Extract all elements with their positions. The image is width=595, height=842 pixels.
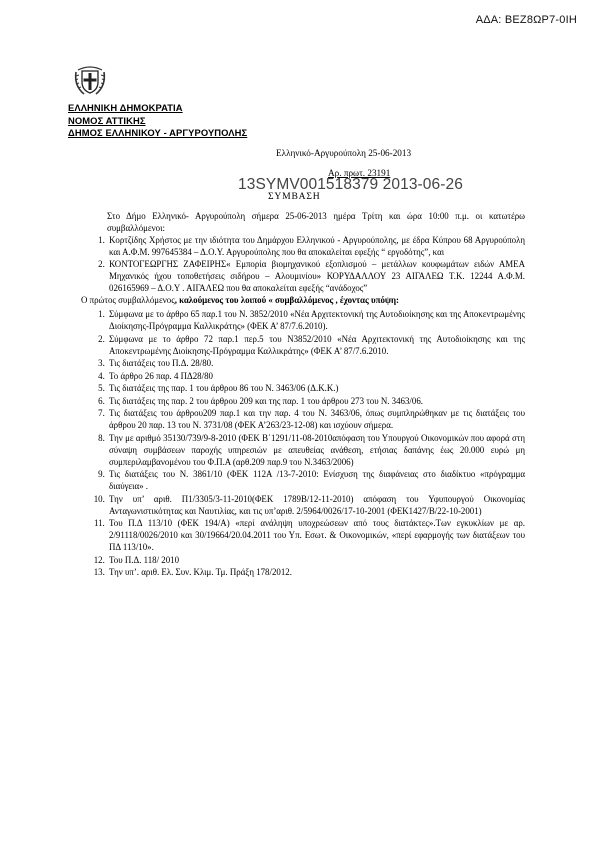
first-party-text: Ο πρώτος συμβαλλόμενος xyxy=(81,295,175,305)
parties-list xyxy=(81,234,525,294)
legal-basis-item: 12. Του Π.Δ. 118/ 2010 xyxy=(107,554,525,566)
legal-basis-item: 4. Το άρθρο 26 παρ. 4 ΠΔ28/80 xyxy=(107,370,525,382)
legal-basis-item: 5. Τις διατάξεις της παρ. 1 του άρθρου 86 του Ν. 3463/06 (Δ.Κ.Κ.) xyxy=(107,382,525,394)
legal-basis-item: 11. Του Π.Δ 113/10 (ΦΕΚ 194/Α) «περί ανάληψη υποχρεώσεων από τους διατάκτες».Των εγκυκλίων με αρ. 2/91118/0026/2010 και 30/19664/20.04.2011 του Υπ. Εσωτ. & Οικονομικών, «περί εφαρμογής των διατάξεων του ΠΔ 113/10». xyxy=(107,517,525,553)
header-line-municipality: ΔΗΜΟΣ ΕΛΛΗΝΙΚΟΥ - ΑΡΓΥΡΟΥΠΟΛΗΣ xyxy=(68,127,248,138)
protocol-number: Αρ. πρωτ. 23191 xyxy=(328,168,391,178)
legal-basis-item: 8. Την με αριθμό 35130/739/9-8-2010 (ΦΕΚ Β΄1291/11-08-2010απόφαση του Υπουργού Οικονομικών που αφορά στη σύναψη συμβάσεων παροχής υπηρεσιών με απευθείας ανάθεση, ετήσιας δαπάνης έως 20.000 ευρώ μη συμπεριλαμβανομένου του Φ.Π.Α (αρθ.209 παρ.9 του Ν.3463/2006) xyxy=(107,432,525,468)
legal-basis-item: 3. Τις διατάξεις του Π.Δ. 28/80. xyxy=(107,357,525,369)
legal-basis-item: 1. Σύμφωνα με το άρθρο 65 παρ.1 του Ν. 3852/2010 «Νέα Αρχιτεκτονική της Αυτοδιοίκησης και της Αποκεντρωμένης Διοίκησης-Πρόγραμμα Καλλικράτης» (ΦΕΚ Α’ 87/7.6.2010). xyxy=(107,308,525,332)
legal-basis-item: 2. Σύμφωνα με το άρθρο 72 παρ.1 περ.5 του Ν3852/2010 «Νέα Αρχιτεκτονική της Αυτοδιοίκησης και της Αποκεντρωμένης Διοίκησης-Πρόγραμμα Καλλικράτης» (ΦΕΚ Α’ 87/7.6.2010. xyxy=(107,333,525,357)
party-item: 1. Κορτζίδης Χρήστος με την ιδιότητα του Δημάρχου Ελληνικού - Αργυρούπολης, με έδρα Κύπρου 68 Αργυρούπολη και Α.Φ.Μ. 997645384 – Δ.Ο.Υ. Αργυρούπολης που θα αποκαλείται εφεξής “ εργοδότης”, και xyxy=(107,234,525,258)
legal-basis-item: 7. Τις διατάξεις του άρθρου209 παρ.1 και την παρ. 4 του Ν. 3463/06, όπως συμπληρώθηκαν με τις διατάξεις του άρθρου 20 παρ. 13 του Ν. 3731/08 (ΦΕΚ Α’263/23-12-08) και ισχύουν σήμερα. xyxy=(107,407,525,431)
registry-stamp: 13SYMV001518379 2013-06-26 xyxy=(238,176,463,193)
contract-body xyxy=(81,210,525,579)
first-party-bold-text: , καλούμενος του λοιπού « συμβαλλόμενος , έχοντας υπόψη: xyxy=(174,295,399,305)
legal-basis-item: 10. Την υπ’ αριθ. Π1/3305/3-11-2010(ΦΕΚ 1789Β/12-11-2010) απόφαση του Υφυπουργού Οικονομίας Ανταγωνιστικότητας και Ναυτιλίας, και τις υπ’αριθ. 2/5964/0026/17-10-2001 (ΦΕΚ1427/Β/22-10-2001) xyxy=(107,493,525,517)
party-item: 2. ΚΟΝΤΟΓΕΩΡΓΗΣ ΖΑΦΕΙΡΗΣ« Εμπορία βιομηχανικού εξοπλισμού – μετάλλων κουφωμάτων ειδών ΑΜΕΑ Μηχανικός ήχου τοποθετήσεις σιδήρου – Αλουμινίου» ΚΟΡΥΔΑΛΛΟΥ 23 ΑΙΓΑΛΕΩ Τ.Κ. 12244 Α.Φ.Μ. 026165969 – Δ.Ο.Υ . ΑΙΓΑΛΕΩ που θα αποκαλείται εφεξής “ανάδοχος” xyxy=(107,258,525,294)
legal-basis-item: 6. Τις διατάξεις της παρ. 2 του άρθρου 209 και της παρ. 1 του άρθρου 273 του Ν. 3463/06. xyxy=(107,395,525,407)
legal-basis-item: 13. Την υπ’. αριθ. Ελ. Συν. Κλιμ. Τμ. Πράξη 178/2012. xyxy=(107,566,525,578)
greek-emblem-icon xyxy=(72,62,108,98)
intro-paragraph: Στο Δήμο Ελληνικό- Αργυρούπολη σήμερα 25-06-2013 ημέρα Τρίτη και ώρα 10:00 π.μ. οι κατωτέρω συμβαλλόμενοι: xyxy=(107,211,525,233)
place-date: Ελληνικό-Αργυρούπολη 25-06-2013 xyxy=(276,148,412,158)
legal-basis-list xyxy=(81,308,525,578)
ada-code: ΑΔΑ: ΒΕΖ8ΩΡ7-0ΙΗ xyxy=(475,14,577,26)
header-line-country: ΕΛΛΗΝΙΚΗ ΔΗΜΟΚΡΑΤΙΑ xyxy=(68,102,183,113)
document-title: ΣΥΜΒΑΣΗ xyxy=(268,191,321,202)
legal-basis-item: 9. Τις διατάξεις του Ν. 3861/10 (ΦΕΚ 112Α /13-7-2010: Ενίσχυση της διαφάνειας στο διαδίκτυο «πρόγραμμα διαύγεια» . xyxy=(107,468,525,492)
header-line-prefecture: ΝΟΜΟΣ ΑΤΤΙΚΗΣ xyxy=(68,114,146,126)
first-party-statement xyxy=(81,294,525,306)
issuing-authority xyxy=(68,102,247,140)
